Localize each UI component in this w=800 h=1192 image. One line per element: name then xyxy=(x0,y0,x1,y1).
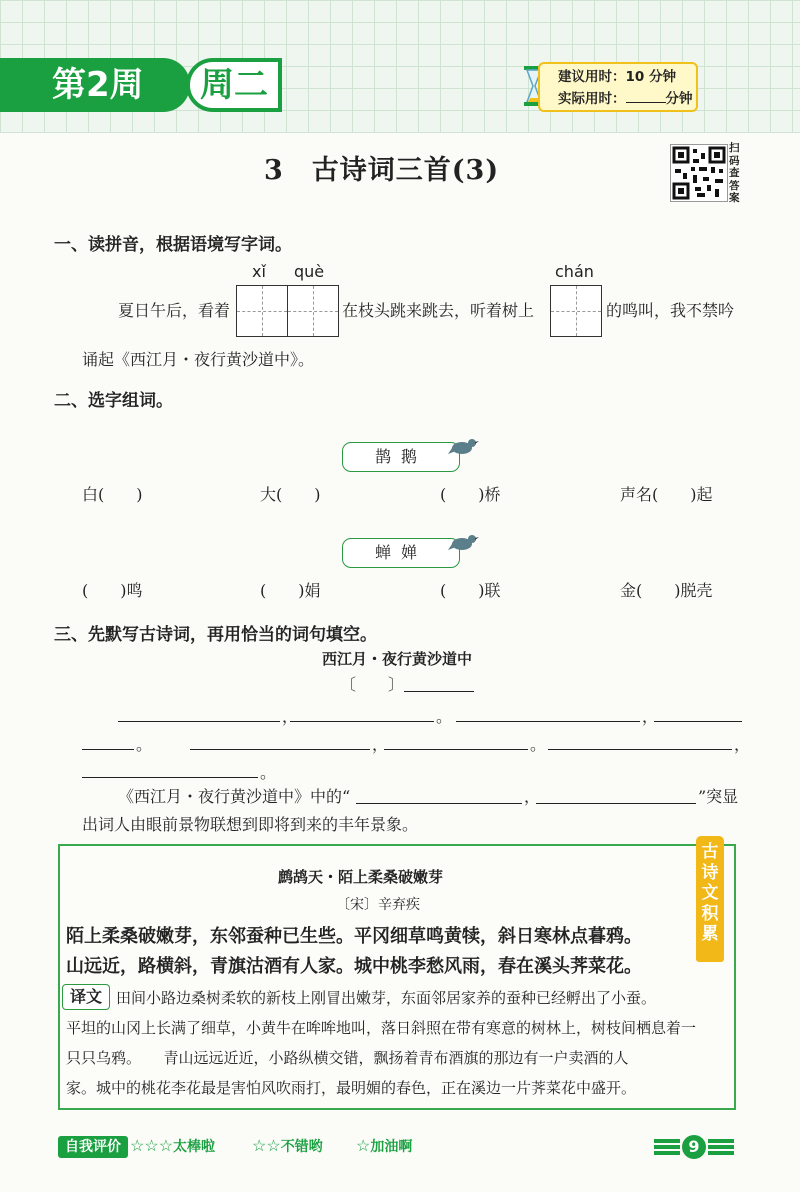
question-part-b: ， xyxy=(524,787,541,806)
section2-heading: 二、选字组词。 xyxy=(54,391,173,411)
poem-title: 西江月・夜行黄沙道中 xyxy=(322,650,473,668)
translation-line2: 平坦的山冈上长满了细草，小黄牛在哞哞地叫，落日斜照在带有寒意的树林上，树枝间栖息着一 xyxy=(66,1019,697,1037)
page-number: 9 xyxy=(688,1137,700,1156)
rating-option-2-stars[interactable]: ☆☆不错哟 xyxy=(252,1136,323,1155)
pinyin-que: què xyxy=(294,262,325,281)
blank-row2-2[interactable]: ( )娟 xyxy=(260,581,321,600)
poem-line-blank[interactable] xyxy=(190,748,370,750)
poem-line-blank[interactable] xyxy=(118,720,280,722)
punctuation: ， xyxy=(372,735,389,754)
star-icon: ☆ xyxy=(356,1136,371,1155)
qr-label: 扫码查答案 xyxy=(729,142,740,204)
punctuation: ， xyxy=(642,707,659,726)
choice-box-que-e: 鹊鹅 xyxy=(342,442,460,472)
page-title: 3 古诗词三首(3) xyxy=(264,155,500,186)
bird-icon xyxy=(448,530,480,554)
rating-option-1-star[interactable]: ☆加油啊 xyxy=(356,1136,413,1155)
blank-row1-3[interactable]: ( )桥 xyxy=(440,485,501,504)
blank-row1-2[interactable]: 大( ) xyxy=(260,485,321,504)
choice-box-chan: 蝉婵 xyxy=(342,538,460,568)
sentence-part-a: 夏日午后，看着 xyxy=(118,301,231,320)
write-box-chan[interactable] xyxy=(550,285,602,337)
pinyin-xi: xǐ xyxy=(252,262,266,281)
translation-line1: 田间小路边桑树柔软的新枝上刚冒出嫩芽，东面邻居家养的蚕种已经孵出了小蚕。 xyxy=(116,989,657,1007)
author-blank[interactable] xyxy=(404,690,474,692)
poem-line-blank[interactable] xyxy=(384,748,528,750)
author-bracket[interactable]: 〔 〕 xyxy=(340,675,405,694)
time-box xyxy=(538,62,698,112)
suggested-time: 建议用时：10 分钟 xyxy=(558,69,676,85)
translation-line3: 只只乌鸦。 青山远远近近，小路纵横交错，飘扬着青布酒旗的那边有一户卖酒的人 xyxy=(66,1049,629,1067)
answer-blank-1[interactable] xyxy=(356,802,522,804)
accumulation-poem-author: 〔宋〕辛弃疾 xyxy=(336,897,420,913)
week-tab: 第2周 xyxy=(0,58,190,112)
answer-blank-2[interactable] xyxy=(536,802,696,804)
question-part-c: ”突显 xyxy=(698,787,739,806)
accumulation-poem-line2: 山远近，路横斜，青旗沽酒有人家。城中桃李愁风雨，春在溪头荠菜花。 xyxy=(66,956,642,977)
write-box-que[interactable] xyxy=(287,285,339,337)
sentence-part-b: 在枝头跳来跳去，听着树上 xyxy=(342,301,535,320)
poem-line-blank[interactable] xyxy=(82,776,258,778)
section3-heading: 三、先默写古诗词，再用恰当的词句填空。 xyxy=(54,625,377,645)
accumulation-poem-title: 鹧鸪天・陌上柔桑破嫩芽 xyxy=(278,868,444,886)
blank-row2-1[interactable]: ( )鸣 xyxy=(82,581,143,600)
poem-line-blank[interactable] xyxy=(548,748,732,750)
poem-side-label: 古 诗 文 积 累 xyxy=(696,836,724,962)
punctuation: 。 xyxy=(260,763,277,782)
punctuation: ， xyxy=(282,707,299,726)
sentence-part-c: 的鸣叫，我不禁吟 xyxy=(606,301,735,320)
translation-label: 译文 xyxy=(62,984,110,1010)
poem-line-blank[interactable] xyxy=(82,748,134,750)
section1-heading: 一、读拼音，根据语境写字词。 xyxy=(54,235,292,255)
star-icon: ☆☆ xyxy=(252,1136,281,1155)
actual-time: 实际用时： 分钟 xyxy=(558,91,693,107)
bird-icon xyxy=(448,434,480,458)
qr-code-icon[interactable] xyxy=(670,144,728,202)
star-icon: ☆☆☆ xyxy=(130,1136,174,1155)
punctuation: 。 xyxy=(136,735,153,754)
self-eval-badge: 自我评价 xyxy=(58,1136,128,1158)
day-tab: 周二 xyxy=(186,58,282,112)
sentence-line2: 诵起《西江月・夜行黄沙道中》。 xyxy=(82,350,315,369)
write-box-xi[interactable] xyxy=(236,285,288,337)
blank-row2-4[interactable]: 金( )脱壳 xyxy=(620,581,713,600)
punctuation: 。 xyxy=(530,735,547,754)
poem-line-blank[interactable] xyxy=(290,720,434,722)
blank-row1-4[interactable]: 声名( )起 xyxy=(620,485,713,504)
translation-line4: 家。城中的桃花李花最是害怕风吹雨打，最明媚的春色，正在溪边一片荠菜花中盛开。 xyxy=(66,1079,637,1097)
poem-line-blank[interactable] xyxy=(456,720,640,722)
rating-option-3-stars[interactable]: ☆☆☆太棒啦 xyxy=(130,1136,216,1155)
blank-row2-3[interactable]: ( )联 xyxy=(440,581,501,600)
blank-row1-1[interactable]: 白( ) xyxy=(82,485,143,504)
poem-line-blank[interactable] xyxy=(654,720,742,722)
accumulation-poem-line1: 陌上柔桑破嫩芽，东邻蚕种已生些。平冈细草鸣黄犊，斜日寒林点暮鸦。 xyxy=(66,926,642,947)
punctuation: 。 xyxy=(436,707,453,726)
question-part-a: 《西江月・夜行黄沙道中》中的“ xyxy=(118,787,351,806)
pinyin-chan: chán xyxy=(555,262,594,281)
question-part-d: 出词人由眼前景物联想到即将到来的丰年景象。 xyxy=(82,815,419,834)
punctuation: ， xyxy=(734,735,751,754)
